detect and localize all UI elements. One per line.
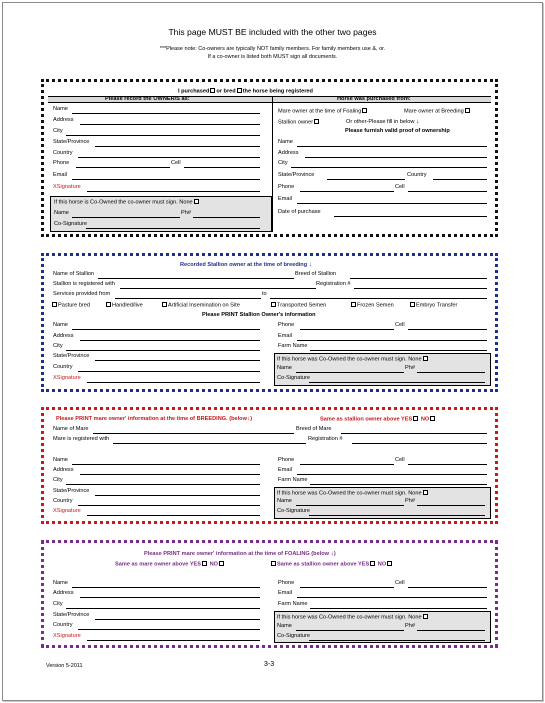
stallion-cosignature-field[interactable] xyxy=(309,382,485,383)
down-arrow-icon: ↓ xyxy=(330,550,334,557)
purchased-checkbox[interactable] xyxy=(210,88,215,93)
stallion-owner-name-field[interactable] xyxy=(72,329,260,330)
stallion-coowner-ph-field[interactable] xyxy=(417,372,485,373)
stallion-registry-field[interactable] xyxy=(120,288,316,289)
foaling-mare-heading: Please PRINT mare owner' information at the time of FOALING (below ↓) xyxy=(144,550,336,557)
stallion-owner-phone-label: Phone xyxy=(278,322,295,328)
foaling-cosignature-label: Co-Signature xyxy=(277,633,310,639)
stallion-owner-print-header: Please PRINT Stallion Owner's information xyxy=(202,312,316,318)
breeding-coowner-none-checkbox[interactable] xyxy=(423,490,428,495)
breeding-cosignature-field[interactable] xyxy=(309,515,485,516)
stallion-owner-phone-field[interactable] xyxy=(300,329,394,330)
services-label: Services provided from xyxy=(53,291,111,297)
breeding-coowner-question: If this horse was Co-Owned the co-owner must sign. None xyxy=(277,490,429,497)
breeding-owner-city-label: City xyxy=(53,477,63,483)
stallion-owner-state-label: State/Province xyxy=(53,353,90,359)
owner-phone-field[interactable] xyxy=(76,167,170,168)
version-label: Version 5-2011 xyxy=(46,663,83,669)
stallion-section-heading: Recorded Stallion owner at the time of breeding ↓ xyxy=(180,261,312,268)
bred-checkbox[interactable] xyxy=(237,88,242,93)
owner-email-label: Email xyxy=(53,172,67,178)
down-arrow-icon: ↓ xyxy=(308,261,312,268)
foaling-same-stallion-no-checkbox[interactable] xyxy=(387,561,392,566)
stallion-owner-checkbox[interactable] xyxy=(314,119,319,124)
owner-left-header: Please record the OWNER/S as: xyxy=(105,96,190,102)
foaling-owner-phone-field[interactable] xyxy=(300,587,394,588)
same-as-stallion-no-checkbox[interactable] xyxy=(430,416,435,421)
owner-phone-label: Phone xyxy=(53,160,70,166)
foaling-same-stallion-yes-checkbox[interactable] xyxy=(370,561,375,566)
breeding-owner-state-field[interactable] xyxy=(95,495,260,496)
services-to-label: to xyxy=(262,291,267,297)
breeding-owner-email-label: Email xyxy=(278,467,292,473)
foaling-coowner-ph-field[interactable] xyxy=(417,630,485,631)
stallion-owner-state-field[interactable] xyxy=(95,360,260,361)
breeding-cosignature-label: Co-Signature xyxy=(277,508,310,514)
purchase-date-label: Date of purchase xyxy=(278,209,321,215)
breeding-owner-city-field[interactable] xyxy=(66,484,260,485)
seller-address-field[interactable] xyxy=(305,157,487,158)
same-as-stallion-yes-checkbox[interactable] xyxy=(413,416,418,421)
mare-foaling-checkbox[interactable] xyxy=(362,108,367,113)
owner-city-field[interactable] xyxy=(66,135,260,136)
owner-state-label: State/Province xyxy=(53,139,90,145)
stallion-coowner-ph-label: Ph# xyxy=(405,365,415,371)
foaling-owner-farm-field[interactable] xyxy=(310,608,487,609)
owner-cosignature-field[interactable] xyxy=(86,228,260,229)
breeding-owner-cell-field[interactable] xyxy=(408,464,487,465)
or-other-option: Or other-Please fill in below ↓ xyxy=(346,118,420,125)
breeding-coowner-name-label: Name xyxy=(277,498,292,504)
owner-name-field[interactable] xyxy=(72,113,260,114)
stallion-coowner-question: If this horse was Co-Owned the co-owner must sign. None xyxy=(277,356,429,363)
seller-email-field[interactable] xyxy=(297,203,487,204)
breeding-owner-country-field[interactable] xyxy=(78,505,260,506)
stallion-owner-cell-label: Cell xyxy=(395,322,405,328)
stallion-owner-email-label: Email xyxy=(278,333,292,339)
breeding-owner-state-label: State/Province xyxy=(53,488,90,494)
owner-email-field[interactable] xyxy=(72,179,260,180)
breeding-coowner-ph-field[interactable] xyxy=(417,505,485,506)
seller-city-field[interactable] xyxy=(291,167,487,168)
stallion-owner-country-label: Country xyxy=(53,364,73,370)
seller-country-label: Country xyxy=(407,172,427,178)
stallion-owner-option: Stallion owner xyxy=(278,119,320,126)
foaling-owner-city-field[interactable] xyxy=(66,608,260,609)
mare-breed-label: Breed of Mare xyxy=(296,426,332,432)
owner-coowner-none-checkbox[interactable] xyxy=(194,199,199,204)
mare-breed-field[interactable] xyxy=(341,433,487,434)
stallion-breed-label: Breed of Stallion xyxy=(295,271,337,277)
breeding-owner-cell-label: Cell xyxy=(395,457,405,463)
mare-breeding-checkbox[interactable] xyxy=(465,108,470,113)
stallion-cosignature-label: Co-Signature xyxy=(277,375,310,381)
breeding-coowner-ph-label: Ph# xyxy=(405,498,415,504)
mare-registry-label: Mare is registered with xyxy=(53,436,110,442)
owner-coowner-ph-label: Ph# xyxy=(181,210,191,216)
seller-country-field[interactable] xyxy=(433,179,487,180)
services-from-field[interactable] xyxy=(115,298,261,299)
foaling-owner-country-field[interactable] xyxy=(78,629,260,630)
stallion-name-field[interactable] xyxy=(98,278,294,279)
owner-address-field[interactable] xyxy=(80,124,260,125)
foaling-coowner-name-field[interactable] xyxy=(296,630,404,631)
breeding-coowner-name-field[interactable] xyxy=(296,505,404,506)
foaling-cosignature-field[interactable] xyxy=(309,640,485,641)
seller-address-label: Address xyxy=(278,150,299,156)
service-option-pasture: Pasture bred xyxy=(51,302,90,309)
owner-country-field[interactable] xyxy=(78,157,260,158)
same-as-mare-owner-option: Same as mare owner above YES NO xyxy=(115,561,225,568)
foaling-owner-signature-field[interactable] xyxy=(87,640,260,641)
stallion-owner-signature-label: XSignature xyxy=(53,375,81,381)
breeding-owner-name-field[interactable] xyxy=(72,464,260,465)
mare-registration-label: Registration # xyxy=(308,436,343,442)
mare-registration-field[interactable] xyxy=(352,443,487,444)
stallion-owner-name-label: Name xyxy=(53,322,68,328)
transported-semen-checkbox[interactable] xyxy=(271,302,276,307)
purchase-date-field[interactable] xyxy=(334,216,487,217)
foaling-owner-country-label: Country xyxy=(53,622,73,628)
owner-country-label: Country xyxy=(53,150,73,156)
owner-cell-field[interactable] xyxy=(184,167,260,168)
embryo-transfer-checkbox[interactable] xyxy=(410,302,415,307)
foaling-coowner-question: If this horse was Co-Owned the co-owner must sign. None xyxy=(277,614,429,621)
seller-state-field[interactable] xyxy=(327,179,405,180)
owner-divider xyxy=(272,96,273,232)
frozen-semen-checkbox[interactable] xyxy=(351,302,356,307)
seller-email-label: Email xyxy=(278,196,292,202)
owner-city-label: City xyxy=(53,128,63,134)
owner-section-heading: I purchased or bred the horse being registered xyxy=(178,88,313,95)
owner-state-field[interactable] xyxy=(95,146,260,147)
foaling-owner-state-field[interactable] xyxy=(95,619,260,620)
same-as-stallion-lead-checkbox[interactable] xyxy=(271,561,276,566)
breeding-owner-phone-field[interactable] xyxy=(300,464,394,465)
mare-name-field[interactable] xyxy=(93,433,294,434)
same-as-mare-yes-checkbox[interactable] xyxy=(202,561,207,566)
seller-phone-label: Phone xyxy=(278,184,295,190)
owner-name-label: Name xyxy=(53,106,68,112)
stallion-coowner-name-label: Name xyxy=(277,365,292,371)
pasture-bred-checkbox[interactable] xyxy=(52,302,57,307)
services-to-field[interactable] xyxy=(270,298,487,299)
foaling-owner-state-label: State/Province xyxy=(53,612,90,618)
seller-city-label: City xyxy=(278,160,288,166)
stallion-owner-email-field[interactable] xyxy=(297,340,487,341)
same-as-stallion-owner-option: Same as stallion owner above YES NO xyxy=(270,561,393,568)
foaling-owner-address-label: Address xyxy=(53,590,74,596)
breeding-owner-farm-label: Farm Name xyxy=(278,477,308,483)
breeding-owner-name-label: Name xyxy=(53,457,68,463)
foaling-owner-phone-label: Phone xyxy=(278,580,295,586)
breeding-owner-signature-field[interactable] xyxy=(87,515,260,516)
service-option-handled: Handled/live xyxy=(105,302,143,309)
breeding-owner-address-label: Address xyxy=(53,467,74,473)
stallion-registration-field[interactable] xyxy=(354,288,487,289)
handled-live-checkbox[interactable] xyxy=(106,302,111,307)
mare-foaling-option: Mare owner at the time of Foaling xyxy=(278,108,368,115)
stallion-owner-address-label: Address xyxy=(53,333,74,339)
same-as-mare-no-checkbox[interactable] xyxy=(219,561,224,566)
stallion-owner-country-field[interactable] xyxy=(78,371,260,372)
owner-address-label: Address xyxy=(53,117,74,123)
foaling-owner-city-label: City xyxy=(53,601,63,607)
service-option-frozen: Frozen Semen xyxy=(350,302,394,309)
seller-cell-label: Cell xyxy=(395,184,405,190)
foaling-owner-address-field[interactable] xyxy=(80,597,260,598)
owner-cell-label: Cell xyxy=(171,160,181,166)
down-arrow-icon: ↓ xyxy=(415,118,420,125)
service-option-embryo: Embryo Transfer xyxy=(409,302,457,309)
ai-on-site-checkbox[interactable] xyxy=(162,302,167,307)
furnish-proof-note: Please furnish valid proof of ownership xyxy=(345,128,450,134)
foaling-coowner-ph-label: Ph# xyxy=(405,623,415,629)
owner-coowner-name-field[interactable] xyxy=(72,217,180,218)
foaling-owner-cell-label: Cell xyxy=(395,580,405,586)
stallion-name-label: Name of Stallion xyxy=(53,271,95,277)
seller-phone-field[interactable] xyxy=(300,191,394,192)
foaling-owner-email-field[interactable] xyxy=(297,597,487,598)
foaling-owner-cell-field[interactable] xyxy=(408,587,487,588)
down-arrow-icon: ↓ xyxy=(246,415,251,422)
stallion-owner-farm-label: Farm Name xyxy=(278,343,308,349)
breeding-owner-country-label: Country xyxy=(53,498,73,504)
page-title: This page MUST BE included with the other two pages xyxy=(168,27,377,37)
stallion-owner-farm-field[interactable] xyxy=(310,350,487,351)
coowner-note: ***Please note: Co-owners are typically NOT family members. For family members use &, or. xyxy=(159,46,386,52)
breeding-owner-farm-field[interactable] xyxy=(310,484,487,485)
owner-coowner-question: If this horse is Co-Owned the co-owner must sign. None xyxy=(54,199,200,206)
owner-coowner-ph-field[interactable] xyxy=(193,217,260,218)
stallion-owner-city-label: City xyxy=(53,343,63,349)
seller-name-field[interactable] xyxy=(297,146,487,147)
foaling-owner-farm-label: Farm Name xyxy=(278,601,308,607)
foaling-owner-name-label: Name xyxy=(53,580,68,586)
seller-cell-field[interactable] xyxy=(408,191,487,192)
stallion-owner-address-field[interactable] xyxy=(80,340,260,341)
owner-signature-field[interactable] xyxy=(87,191,260,192)
service-option-transported: Transported Semen xyxy=(270,302,326,309)
service-option-ai: Artificial Insemination on Site xyxy=(161,302,240,309)
stallion-owner-city-field[interactable] xyxy=(66,350,260,351)
breeding-owner-address-field[interactable] xyxy=(80,474,260,475)
foaling-coowner-name-label: Name xyxy=(277,623,292,629)
owner-signature-label: XSignature xyxy=(53,184,81,190)
stallion-registration-label: Registration # xyxy=(316,281,351,287)
foaling-owner-name-field[interactable] xyxy=(72,587,260,588)
coowner-note-2: If a co-owner is listed both MUST sign all documents. xyxy=(207,54,338,60)
seller-name-label: Name xyxy=(278,139,293,145)
mare-name-label: Name of Mare xyxy=(53,426,89,432)
foaling-owner-signature-label: XSignature xyxy=(53,633,81,639)
mare-breeding-option: Mare owner at Breeding xyxy=(404,108,471,115)
stallion-owner-cell-field[interactable] xyxy=(408,329,487,330)
stallion-breed-field[interactable] xyxy=(350,278,487,279)
stallion-coowner-name-field[interactable] xyxy=(296,372,404,373)
page-number: 3-3 xyxy=(264,661,275,668)
owner-coowner-name-label: Name xyxy=(54,210,69,216)
foaling-owner-email-label: Email xyxy=(278,590,292,596)
breeding-owner-signature-label: XSignature xyxy=(53,508,81,514)
foaling-coowner-none-checkbox[interactable] xyxy=(423,614,428,619)
mare-registry-field[interactable] xyxy=(113,443,306,444)
seller-state-label: State/Province xyxy=(278,172,315,178)
breeding-mare-heading: Please PRINT mare owner' information at the time of BREEDING. (below↓) xyxy=(56,415,253,422)
breeding-owner-phone-label: Phone xyxy=(278,457,295,463)
owner-cosignature-label: Co-Signature xyxy=(54,221,87,227)
same-as-stallion-option: Same as stallion owner above YES NO xyxy=(320,416,436,423)
stallion-owner-signature-field[interactable] xyxy=(87,382,260,383)
owner-right-header: Horse was purchased from: xyxy=(337,96,411,102)
stallion-registry-label: Stallion is registered with xyxy=(53,281,115,287)
breeding-owner-email-field[interactable] xyxy=(297,474,487,475)
stallion-coowner-none-checkbox[interactable] xyxy=(423,356,428,361)
